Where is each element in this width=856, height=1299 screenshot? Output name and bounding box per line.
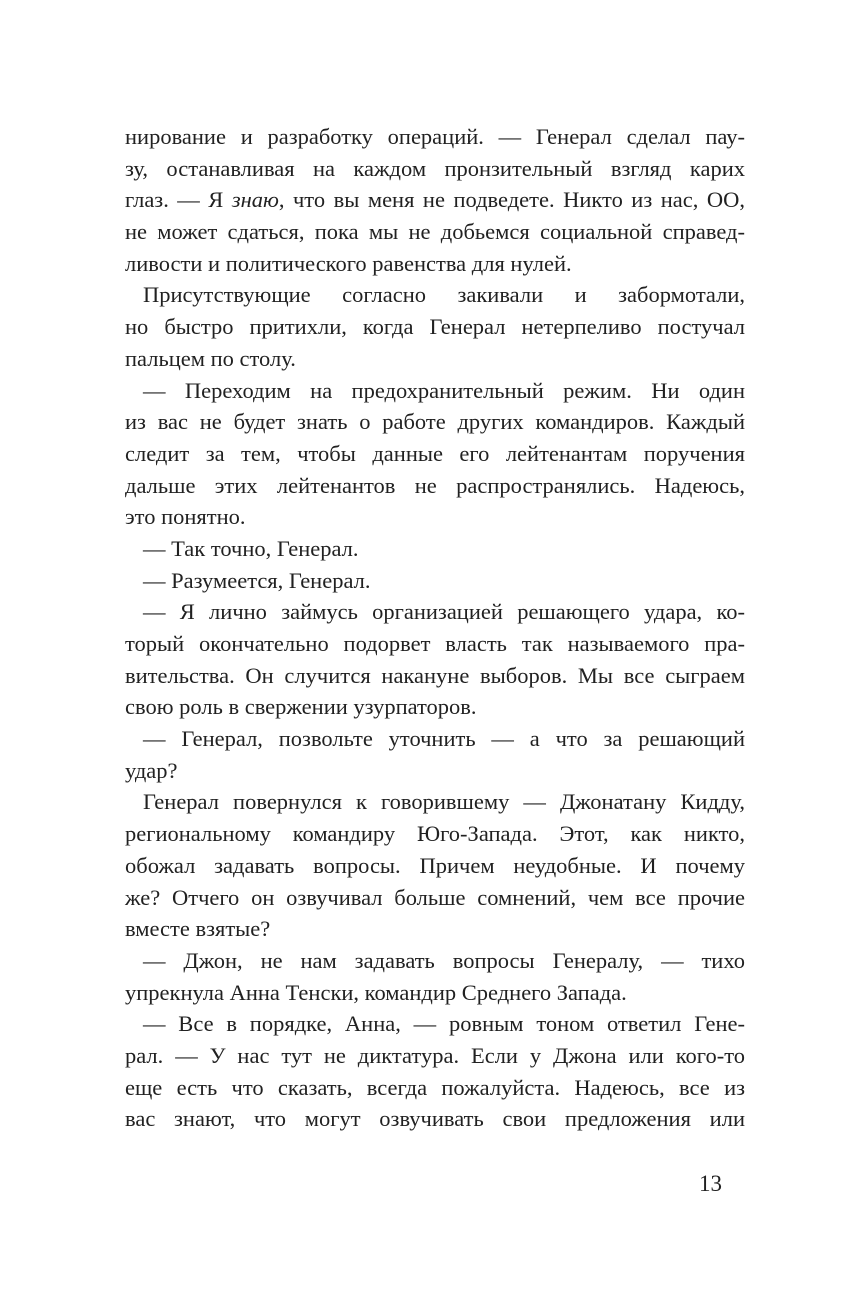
text-segment: региональному командиру Юго-Запада. Этот, как никто, (125, 821, 745, 847)
text-segment: рал. — У нас тут не диктатура. Если у Джона или кого-то (125, 1042, 745, 1068)
text-line (125, 184, 745, 216)
text-line (125, 596, 745, 628)
text-segment: следит за тем, чтобы данные его лейтенантам поручения (125, 440, 745, 466)
paragraph (125, 945, 745, 1008)
text-segment: ливости и политического равенства для нулей. (125, 250, 572, 276)
text-line (125, 375, 745, 407)
paragraph (125, 723, 745, 786)
text-line (125, 1040, 745, 1072)
text-segment: упрекнула Анна Тенски, командир Среднего Запада. (125, 979, 627, 1005)
text-segment: , что вы меня не подведете. Никто из нас, ОО, (278, 187, 745, 213)
text-segment: же? Отчего он озвучивал больше сомнений, чем все прочие (125, 884, 745, 910)
paragraph (125, 565, 745, 597)
text-segment: вас знают, что могут озвучивать свои предложения или (125, 1106, 745, 1132)
text-segment: Генерал повернулся к говорившему — Джонатану Кидду, (143, 789, 745, 815)
text-line (125, 660, 745, 692)
text-segment: — Генерал, позвольте уточнить — а что за решающий (143, 726, 745, 752)
paragraph (125, 375, 745, 533)
paragraph (125, 279, 745, 374)
text-line (125, 311, 745, 343)
text-segment: — Так точно, Генерал. (143, 535, 359, 561)
text-block (125, 121, 745, 1135)
text-line (125, 723, 745, 755)
text-segment: — Переходим на предохранительный режим. Ни один (143, 377, 745, 403)
text-line (125, 850, 745, 882)
text-line (125, 121, 745, 153)
text-segment: из вас не будет знать о работе других командиров. Каждый (125, 409, 745, 435)
text-line (125, 216, 745, 248)
text-segment: вместе взятые? (125, 916, 271, 942)
italic-text: знаю (231, 187, 279, 213)
paragraph (125, 1008, 745, 1135)
paragraph (125, 121, 745, 279)
text-line (125, 1072, 745, 1104)
text-line (125, 1103, 745, 1135)
text-segment: не может сдаться, пока мы не добьемся социальной справед- (125, 219, 745, 245)
text-segment: свою роль в свержении узурпаторов. (125, 694, 477, 720)
text-line (125, 913, 745, 945)
text-segment: зу, останавливая на каждом пронзительный взгляд карих (125, 155, 745, 181)
text-segment: обожал задавать вопросы. Причем неудобные. И почему (125, 852, 745, 878)
text-segment: нирование и разработку операций. — Генерал сделал пау- (125, 124, 745, 149)
text-line (125, 153, 745, 185)
text-segment: это понятно. (125, 504, 246, 530)
text-line (125, 438, 745, 470)
text-line (125, 279, 745, 311)
text-line (125, 248, 745, 280)
text-segment: торый окончательно подорвет власть так называемого пра- (125, 631, 745, 656)
text-segment: глаз. — Я (125, 187, 232, 213)
text-line (125, 786, 745, 818)
text-segment: пальцем по столу. (125, 345, 296, 371)
page-number: 13 (699, 1171, 722, 1196)
text-line (125, 533, 745, 565)
text-line (125, 565, 745, 597)
text-segment: — Разумеется, Генерал. (143, 567, 371, 593)
text-line (125, 343, 745, 375)
text-line (125, 755, 745, 787)
text-line (125, 406, 745, 438)
text-segment: но быстро притихли, когда Генерал нетерпеливо постучал (125, 314, 745, 340)
paragraph (125, 596, 745, 723)
text-line (125, 628, 745, 660)
text-line (125, 691, 745, 723)
text-segment: — Я лично займусь организацией решающего удара, ко- (143, 599, 745, 625)
text-line (125, 882, 745, 914)
text-line (125, 501, 745, 533)
text-segment: — Все в порядке, Анна, — ровным тоном ответил Гене- (143, 1011, 745, 1037)
paragraph (125, 533, 745, 565)
text-line (125, 1008, 745, 1040)
text-segment: вительства. Он случится накануне выборов. Мы все сыграем (125, 662, 745, 688)
text-segment: удар? (125, 757, 178, 783)
text-line (125, 470, 745, 502)
text-segment: дальше этих лейтенантов не распространялись. Надеюсь, (125, 472, 745, 498)
text-segment: — Джон, не нам задавать вопросы Генералу, — тихо (143, 947, 745, 973)
paragraph (125, 786, 745, 944)
text-line (125, 818, 745, 850)
text-segment: Присутствующие согласно закивали и забормотали, (143, 282, 745, 308)
text-segment: еще есть что сказать, всегда пожалуйста. Надеюсь, все из (125, 1074, 745, 1100)
text-line (125, 977, 745, 1009)
text-line (125, 945, 745, 977)
